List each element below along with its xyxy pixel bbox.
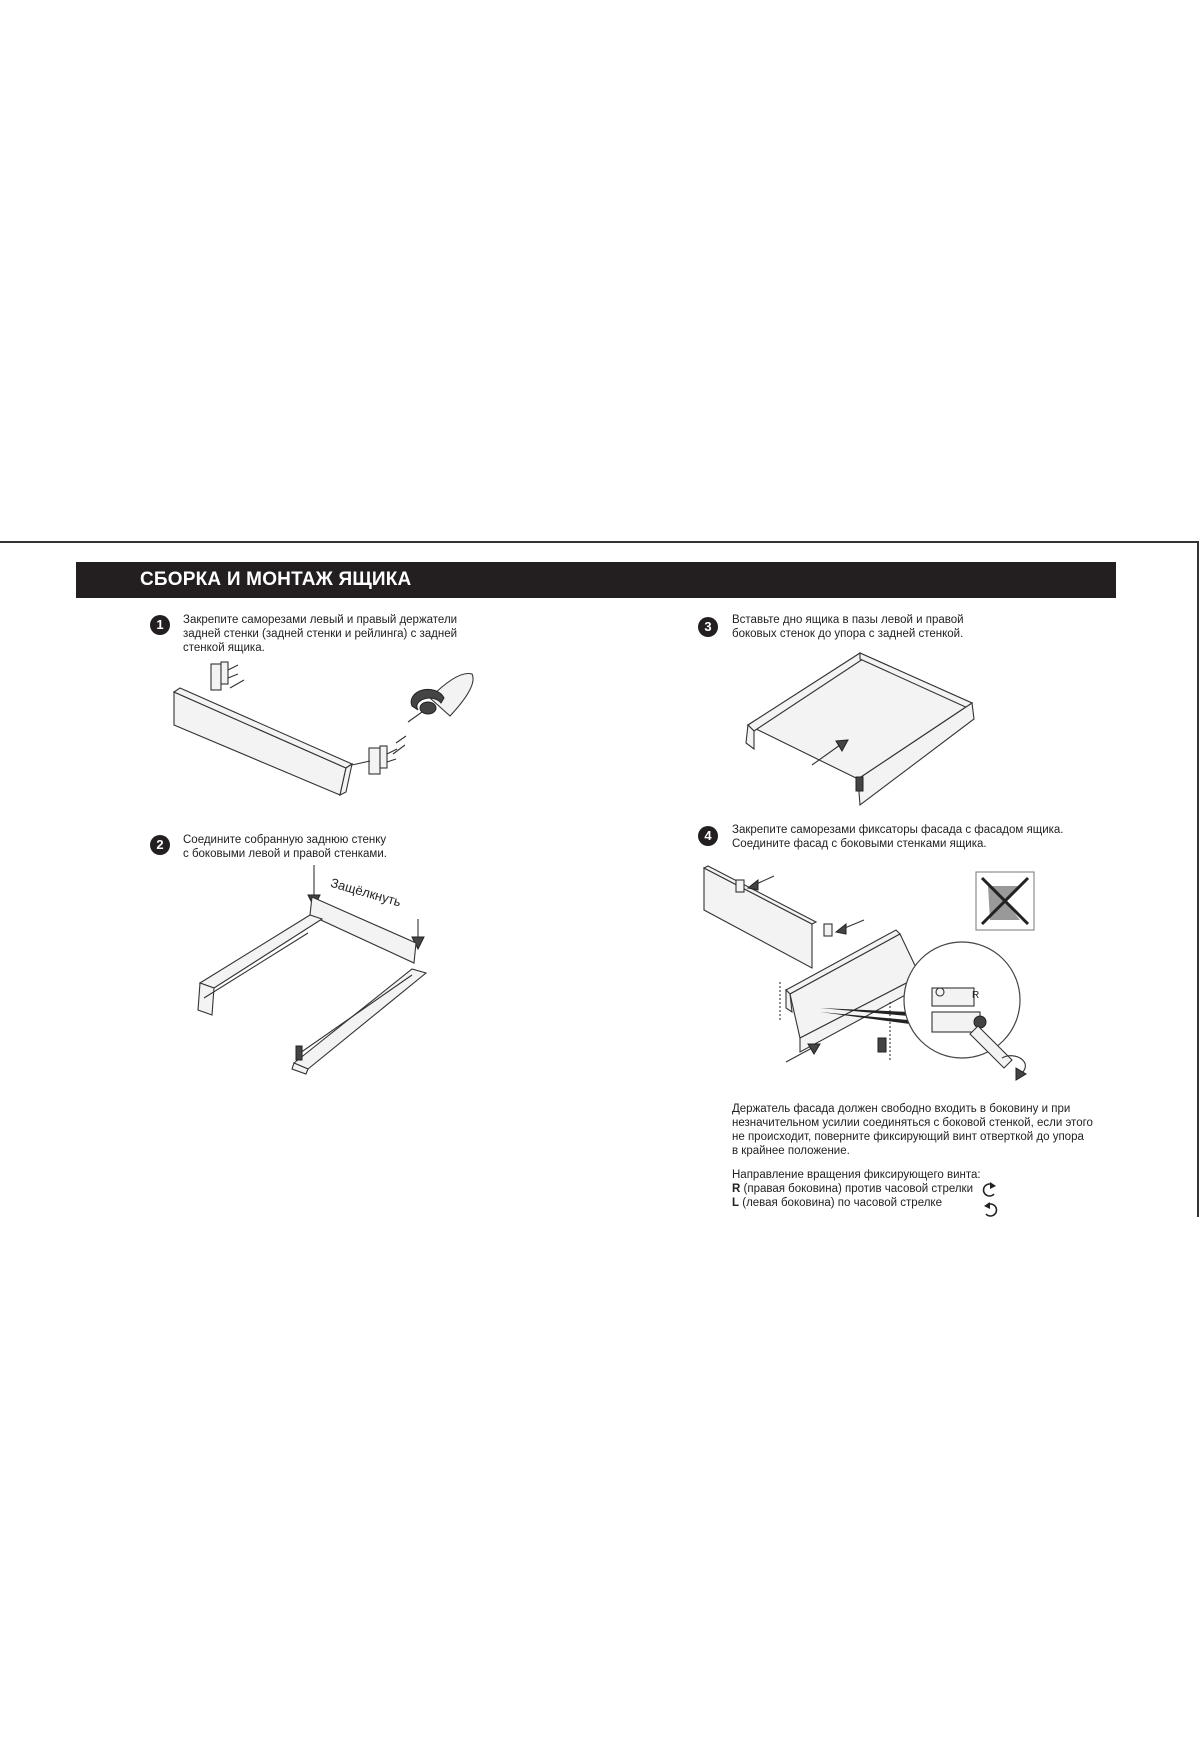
note-line: незначительном усилии соединяться с боковой стенкой, если этого	[732, 1117, 1093, 1129]
counterclockwise-arrow-icon	[984, 1182, 996, 1196]
front-fixer-top	[736, 880, 744, 892]
step-1-line: Закрепите саморезами левый и правый держатели	[183, 614, 458, 626]
step-4-text	[732, 823, 1064, 851]
snap-callout: Защёлкнуть	[328, 875, 403, 910]
rotation-left: L (левая боковина) по часовой стрелке	[732, 1197, 942, 1209]
drawer-bottom	[748, 653, 972, 779]
rotation-right: R (правая боковина) против часовой стрелки	[732, 1183, 974, 1195]
step-2-illustration	[190, 863, 440, 1078]
note-line: не происходит, поверните фиксирующий винт отверткой до упора	[732, 1131, 1084, 1143]
step-1-text	[183, 613, 457, 655]
note-line: в крайнее положение.	[732, 1145, 850, 1157]
step-3-line: Вставьте дно ящика в пазы левой и правой	[732, 614, 964, 626]
step-4-line: Соедините фасад с боковыми стенками ящика.	[732, 838, 987, 850]
right-side-wall	[294, 969, 426, 1069]
step-2-number: 2	[150, 835, 170, 855]
note-text	[732, 1102, 1093, 1158]
assembled-back-wall	[310, 897, 416, 963]
step-4-number: 4	[698, 826, 718, 846]
clockwise-arrow-icon	[984, 1202, 996, 1216]
runner-clip	[878, 1038, 886, 1052]
arrow-icon	[836, 920, 864, 934]
step-4-illustration	[700, 862, 1040, 1097]
prohibited-sign-icon	[976, 872, 1034, 930]
left-back-holder	[211, 664, 221, 690]
page-title: СБОРКА И МОНТАЖ ЯЩИКА	[140, 569, 412, 590]
detail-fixer	[932, 988, 974, 1006]
left-side-wall	[200, 915, 322, 988]
step-2-text	[183, 833, 387, 861]
step-3-number: 3	[698, 617, 718, 637]
right-back-holder	[369, 748, 380, 774]
step-2-line: с боковыми левой и правой стенками.	[183, 848, 387, 860]
runner-clip	[296, 1046, 302, 1060]
back-wall-panel	[174, 692, 346, 795]
step-3-line: боковых стенок до упора с задней стенкой.	[732, 628, 964, 640]
step-1-line: задней стенки (задней стенки и рейлинга) с задней	[183, 628, 458, 640]
note-line: Держатель фасада должен свободно входить в боковину и при	[732, 1103, 1071, 1115]
step-4-line: Закрепите саморезами фиксаторы фасада с фасадом ящика.	[732, 824, 1064, 836]
fixing-screw	[974, 1016, 986, 1028]
rotation-block	[732, 1168, 981, 1210]
runner-clip	[856, 777, 863, 791]
step-3-illustration	[740, 645, 980, 815]
arrow-icon	[748, 876, 774, 890]
screwdriver-icon	[408, 674, 473, 723]
detail-r-label: R	[972, 990, 980, 1001]
step-1-number: 1	[150, 615, 170, 635]
step-1-illustration	[160, 650, 480, 825]
step-3-text	[732, 613, 964, 641]
step-2-line: Соедините собранную заднюю стенку	[183, 834, 387, 846]
step-1-line: стенкой ящика.	[183, 642, 265, 654]
title-bar	[76, 562, 1116, 598]
rotation-heading: Направление вращения фиксирующего винта:	[732, 1169, 981, 1181]
front-fixer-bottom	[824, 924, 832, 936]
